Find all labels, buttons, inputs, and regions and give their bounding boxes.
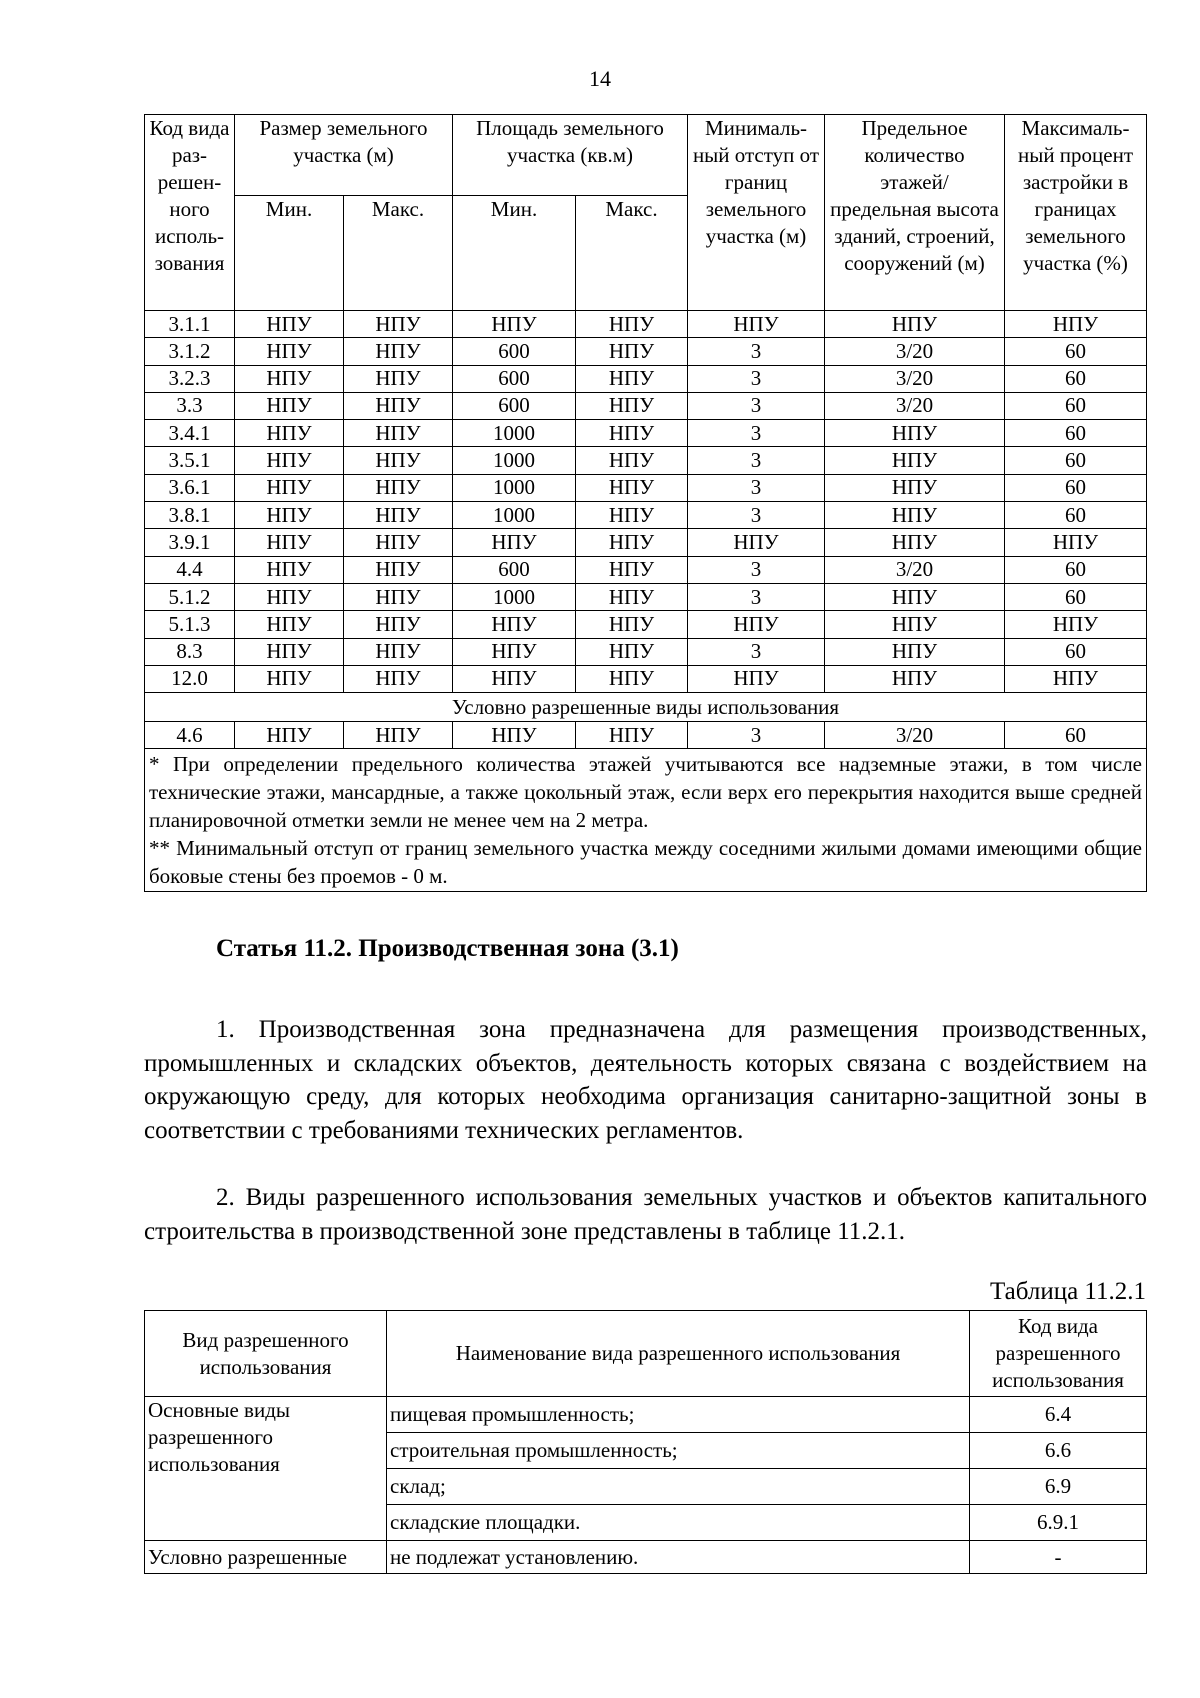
table-cell: НПУ: [576, 365, 688, 392]
header-code: Код вида раз-решен-ного исполь-зования: [145, 115, 235, 311]
use-name-cell: складские площадки.: [387, 1505, 970, 1541]
table-cell: НПУ: [344, 722, 453, 749]
table-cell: НПУ: [576, 311, 688, 338]
table-cell: НПУ: [1005, 529, 1147, 556]
table-row: [145, 311, 1147, 338]
paragraph-purpose: 1. Производственная зона предназначена для размещения производственных, промышленных и складских объектов, деятельность которых связана с воздействием на окружающую среду, для которых необходима организация санитарно-защитной зоны в соответствии с требованиями технических регламентов.: [144, 1016, 1147, 1144]
table-cell: 1000: [453, 474, 576, 501]
table-cell: НПУ: [235, 392, 344, 419]
table-cell: НПУ: [576, 447, 688, 474]
table-cell: 3: [688, 722, 825, 749]
table-cell: НПУ: [235, 556, 344, 583]
table-row: [145, 474, 1147, 501]
table-cell: 3/20: [825, 392, 1005, 419]
table-cell: 60: [1005, 338, 1147, 365]
table-cell: НПУ: [235, 502, 344, 529]
table-cell: НПУ: [825, 665, 1005, 692]
table-cell: 1000: [453, 583, 576, 610]
table-cell: НПУ: [688, 665, 825, 692]
table-cell: 3.5.1: [145, 447, 235, 474]
table-cell: НПУ: [344, 556, 453, 583]
header-plot-size: Размер земельного участка (м): [235, 115, 453, 196]
table-cell: НПУ: [235, 420, 344, 447]
header-use-code: Код вида разрешенного использования: [970, 1311, 1147, 1397]
table-cell: НПУ: [453, 611, 576, 638]
table-cell: 3.9.1: [145, 529, 235, 556]
table-row: [145, 583, 1147, 610]
header-max-coverage: Максималь-ный процент застройки в границах земельного участка (%): [1005, 115, 1147, 311]
table-row: [145, 722, 1147, 749]
table-row: [145, 392, 1147, 419]
table-cell: НПУ: [235, 365, 344, 392]
use-name-cell: строительная промышленность;: [387, 1433, 970, 1469]
header-plot-area: Площадь земельного участка (кв.м): [453, 115, 688, 196]
table-cell: НПУ: [688, 311, 825, 338]
table-cell: НПУ: [453, 638, 576, 665]
table-cell: НПУ: [344, 338, 453, 365]
permitted-uses-table: [144, 1310, 1147, 1574]
table-cell: 600: [453, 365, 576, 392]
table-cell: НПУ: [825, 474, 1005, 501]
table-cell: 3/20: [825, 556, 1005, 583]
table-cell: 60: [1005, 447, 1147, 474]
table-cell: 60: [1005, 638, 1147, 665]
table-cell: 3.3: [145, 392, 235, 419]
table-row: [145, 420, 1147, 447]
conditional-uses-heading: Условно разрешенные виды использования: [145, 693, 1147, 722]
table-cell: НПУ: [344, 420, 453, 447]
table-row: [145, 365, 1147, 392]
table-cell: НПУ: [825, 502, 1005, 529]
table-cell: 3/20: [825, 722, 1005, 749]
footnote-setback: ** Минимальный отступ от границ земельного участка между соседними жилыми домами имеющими общие боковые стены без проемов - 0 м.: [149, 836, 1142, 889]
table-cell: 60: [1005, 474, 1147, 501]
table-cell: 5.1.2: [145, 583, 235, 610]
table-cell: 60: [1005, 583, 1147, 610]
table-cell: НПУ: [344, 529, 453, 556]
table-cell: 8.3: [145, 638, 235, 665]
table-cell: 3.6.1: [145, 474, 235, 501]
table-cell: НПУ: [235, 338, 344, 365]
table-cell: НПУ: [235, 638, 344, 665]
table-cell: 3.8.1: [145, 502, 235, 529]
table-cell: НПУ: [344, 611, 453, 638]
table-cell: 3: [688, 583, 825, 610]
page-number: 14: [589, 66, 611, 91]
table-cell: НПУ: [235, 447, 344, 474]
table-cell: НПУ: [235, 665, 344, 692]
header-area-min: Мин.: [453, 196, 576, 311]
table-cell: НПУ: [344, 392, 453, 419]
table-cell: НПУ: [344, 583, 453, 610]
table-cell: 3: [688, 447, 825, 474]
table-cell: НПУ: [344, 665, 453, 692]
table-cell: 3: [688, 638, 825, 665]
table-cell: 1000: [453, 502, 576, 529]
table-cell: 3: [688, 392, 825, 419]
table-cell: НПУ: [344, 502, 453, 529]
use-code-cell: -: [970, 1541, 1147, 1574]
table-cell: НПУ: [235, 529, 344, 556]
table-cell: 3.4.1: [145, 420, 235, 447]
table-cell: НПУ: [825, 447, 1005, 474]
table-cell: НПУ: [344, 638, 453, 665]
table-row: [145, 638, 1147, 665]
table-cell: 1000: [453, 447, 576, 474]
table-cell: 3: [688, 420, 825, 447]
table-cell: 3: [688, 556, 825, 583]
table-cell: НПУ: [576, 392, 688, 419]
table-cell: НПУ: [825, 311, 1005, 338]
table-cell: НПУ: [453, 665, 576, 692]
use-code-cell: 6.6: [970, 1433, 1147, 1469]
header-min-setback: Минималь-ный отступ от границ земельного участка (м): [688, 115, 825, 311]
use-name-cell: пищевая промышленность;: [387, 1397, 970, 1433]
use-name-cell: не подлежат установлению.: [387, 1541, 970, 1574]
table-row: [145, 611, 1147, 638]
header-size-max: Макс.: [344, 196, 453, 311]
table-cell: НПУ: [1005, 311, 1147, 338]
use-name-cell: склад;: [387, 1469, 970, 1505]
conditional-uses-label: Условно разрешенные: [145, 1541, 387, 1574]
table-cell: 3: [688, 502, 825, 529]
table-cell: 1000: [453, 420, 576, 447]
table-caption: Таблица 11.2.1: [990, 1278, 1146, 1305]
table-cell: НПУ: [576, 556, 688, 583]
header-size-min: Мин.: [235, 196, 344, 311]
table-cell: НПУ: [576, 722, 688, 749]
table-cell: НПУ: [235, 583, 344, 610]
table-cell: НПУ: [825, 583, 1005, 610]
table-cell: НПУ: [344, 447, 453, 474]
table-cell: 4.6: [145, 722, 235, 749]
table-cell: НПУ: [344, 311, 453, 338]
table-cell: 60: [1005, 502, 1147, 529]
table-cell: НПУ: [576, 420, 688, 447]
table-cell: НПУ: [576, 474, 688, 501]
table-cell: НПУ: [576, 502, 688, 529]
main-uses-label: Основные виды разрешенного использования: [145, 1397, 387, 1541]
table-cell: 60: [1005, 365, 1147, 392]
table-cell: 3.1.1: [145, 311, 235, 338]
table-cell: НПУ: [576, 583, 688, 610]
table-cell: НПУ: [825, 420, 1005, 447]
table-cell: 3: [688, 474, 825, 501]
table-row: [145, 529, 1147, 556]
paragraph-permitted-uses: 2. Виды разрешенного использования земельных участков и объектов капитального строительства в производственной зоне представлены в таблице 11.2.1.: [144, 1184, 1147, 1245]
use-code-cell: 6.4: [970, 1397, 1147, 1433]
table-cell: 5.1.3: [145, 611, 235, 638]
table-cell: НПУ: [344, 474, 453, 501]
footnote-floors: * При определении предельного количества этажей учитываются все надземные этажи, в том числе технические этажи, мансардные, а также цокольный этаж, если верх его перекрытия находится выше средней планировочной отметки земли не менее чем на 2 метра.: [149, 752, 1142, 833]
table-cell: НПУ: [1005, 611, 1147, 638]
table-cell: 3/20: [825, 338, 1005, 365]
table-cell: НПУ: [576, 529, 688, 556]
table-cell: 12.0: [145, 665, 235, 692]
table-row: [145, 502, 1147, 529]
table-cell: 60: [1005, 420, 1147, 447]
table-cell: НПУ: [235, 474, 344, 501]
table-notes: [145, 749, 1147, 892]
table-row: [145, 556, 1147, 583]
table-cell: НПУ: [576, 611, 688, 638]
table-cell: 60: [1005, 556, 1147, 583]
table-cell: НПУ: [825, 611, 1005, 638]
table-cell: НПУ: [576, 665, 688, 692]
use-code-cell: 6.9: [970, 1469, 1147, 1505]
table-cell: НПУ: [825, 529, 1005, 556]
table-cell: 3: [688, 338, 825, 365]
header-use-type: Вид разрешенного использования: [145, 1311, 387, 1397]
table-row: [145, 338, 1147, 365]
zone-parameters-table: [144, 114, 1147, 892]
header-area-max: Макс.: [576, 196, 688, 311]
table-cell: НПУ: [453, 722, 576, 749]
table-cell: 3.1.2: [145, 338, 235, 365]
table-cell: НПУ: [576, 338, 688, 365]
table-cell: НПУ: [235, 611, 344, 638]
table-cell: 600: [453, 338, 576, 365]
article-heading: Статья 11.2. Производственная зона (3.1): [216, 935, 679, 962]
table-cell: НПУ: [1005, 665, 1147, 692]
table-cell: НПУ: [235, 722, 344, 749]
table-row: [145, 665, 1147, 692]
table-cell: НПУ: [825, 638, 1005, 665]
table-cell: НПУ: [453, 311, 576, 338]
table-cell: 3.2.3: [145, 365, 235, 392]
table-cell: НПУ: [688, 611, 825, 638]
use-code-cell: 6.9.1: [970, 1505, 1147, 1541]
table-cell: НПУ: [576, 638, 688, 665]
header-use-name: Наименование вида разрешенного использования: [387, 1311, 970, 1397]
table-cell: 60: [1005, 722, 1147, 749]
table-cell: 60: [1005, 392, 1147, 419]
table-cell: 600: [453, 392, 576, 419]
table-row: [145, 447, 1147, 474]
table-cell: НПУ: [453, 529, 576, 556]
table-cell: 3: [688, 365, 825, 392]
table-cell: 3/20: [825, 365, 1005, 392]
table-cell: НПУ: [344, 365, 453, 392]
header-max-floors: Предельное количество этажей/ предельная высота зданий, строений, сооружений (м): [825, 115, 1005, 311]
table-cell: НПУ: [688, 529, 825, 556]
table-cell: НПУ: [235, 311, 344, 338]
table-cell: 600: [453, 556, 576, 583]
table-cell: 4.4: [145, 556, 235, 583]
